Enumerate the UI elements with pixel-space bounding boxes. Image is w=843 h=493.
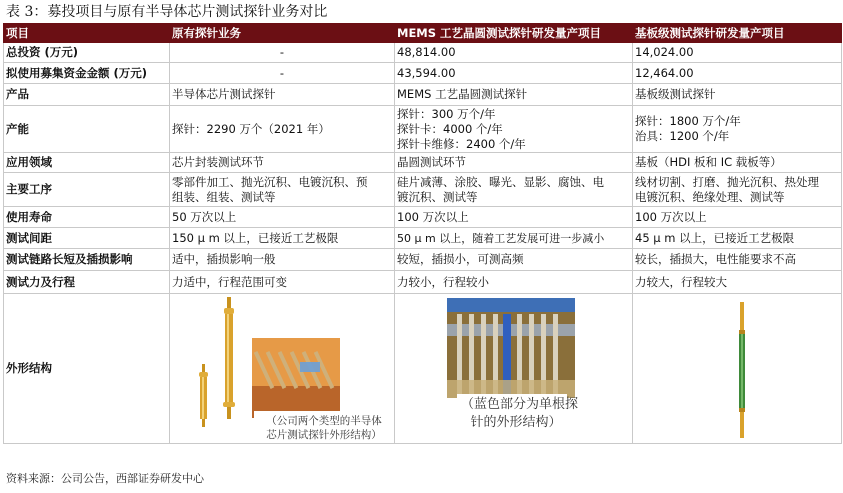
caption-line: 芯片测试探针外形结构）: [266, 429, 382, 441]
caption-line: （公司两个类型的半导体: [266, 415, 382, 427]
cell-line: 治具：1200 个/年: [635, 129, 730, 143]
substrate-probe-icon: [739, 302, 745, 438]
row-label: 测试链路长短及插损影响: [4, 249, 170, 271]
cell: 较长，插损大，电性能要求不高: [633, 249, 842, 271]
row-label: 产品: [4, 84, 170, 106]
image-caption-original: [256, 414, 392, 442]
cell: 较短，插损小，可测高频: [395, 249, 633, 271]
cell-line: 硅片减薄、涂胶、曝光、显影、腐蚀、电: [397, 174, 604, 189]
cell: 12,464.00: [633, 63, 842, 84]
header-item: 项目: [4, 24, 170, 43]
cell: -: [170, 63, 395, 84]
cell: 力适中，行程范围可变: [170, 271, 395, 294]
cell-line: 探针卡维修：2400 个/年: [397, 136, 526, 151]
row-label: 测试间距: [4, 228, 170, 249]
cell: 芯片封装测试环节: [170, 153, 395, 173]
shape-cell-mems: [395, 294, 633, 444]
cell: 14,024.00: [633, 43, 842, 63]
table-row: [4, 249, 842, 271]
table-row: [4, 63, 842, 84]
cell: 基板（HDI 板和 IC 载板等）: [633, 153, 842, 173]
table-row: [4, 153, 842, 173]
cell-line: 探针卡：4000 个/年: [397, 121, 503, 136]
probe-illustration-substrate: [633, 294, 842, 443]
table-row: [4, 271, 842, 294]
row-label: 产能: [4, 106, 170, 153]
row-label: 主要工序: [4, 173, 170, 207]
cell: 晶圆测试环节: [395, 153, 633, 173]
cell: [395, 173, 633, 207]
table-row: [4, 207, 842, 228]
header-row: [4, 24, 842, 43]
cell: [633, 106, 842, 153]
comparison-table: [3, 23, 842, 444]
pogo-pin-icon: [223, 297, 235, 419]
cell-line: 零部件加工、抛光沉积、电镀沉积、预: [172, 174, 368, 189]
table-row: [4, 43, 842, 63]
row-label: 拟使用募集资金金额 (万元): [4, 63, 170, 84]
cell: 150 μ m 以上，已接近工艺极限: [170, 228, 395, 249]
table-row: [4, 84, 842, 106]
table-row: [4, 173, 842, 207]
cell: [170, 173, 395, 207]
cell: 50 μ m 以上，随着工艺发展可进一步减小: [395, 228, 633, 249]
probe-array-board-icon: [252, 338, 340, 418]
row-label: 总投资 (万元): [4, 43, 170, 63]
row-label: 测试力及行程: [4, 271, 170, 294]
caption-line: 针的外形结构）: [470, 415, 562, 430]
cell-line: 电镀沉积、绝缘处理、测试等: [635, 189, 785, 204]
cell-line: 探针：1800 万个/年: [635, 114, 741, 128]
cell: 100 万次以上: [395, 207, 633, 228]
source-note: 资料来源：公司公告，西部证券研发中心: [6, 472, 204, 485]
pin-icon: [199, 364, 208, 427]
cell: 力较小，行程较小: [395, 271, 633, 294]
table-title: 表 3：募投项目与原有半导体芯片测试探针业务对比: [6, 4, 328, 20]
cell: [633, 173, 842, 207]
cell: 43,594.00: [395, 63, 633, 84]
row-label: 外形结构: [4, 294, 170, 444]
cell: [395, 106, 633, 153]
cell-line: 镀沉积、测试等: [397, 189, 478, 204]
cell-line: 组装、组装、测试等: [172, 189, 276, 204]
cell-line: 探针：300 万个/年: [397, 106, 496, 121]
cell-line: 线材切割、打磨、抛光沉积、热处理: [635, 174, 819, 189]
mems-probe-array-icon: [447, 298, 575, 398]
cell: -: [170, 43, 395, 63]
caption-line: （蓝色部分为单根探: [461, 397, 579, 412]
header-mems-project: MEMS 工艺晶圆测试探针研发量产项目: [395, 24, 633, 43]
table-row-shape: [4, 294, 842, 444]
cell: 适中，插损影响一般: [170, 249, 395, 271]
cell: 探针：2290 万个（2021 年）: [170, 106, 395, 153]
cell: 力较大，行程较大: [633, 271, 842, 294]
row-label: 应用领域: [4, 153, 170, 173]
header-substrate-project: 基板级测试探针研发量产项目: [633, 24, 842, 43]
row-label: 使用寿命: [4, 207, 170, 228]
table-row: [4, 106, 842, 153]
image-caption-mems: [461, 396, 579, 432]
cell: 50 万次以上: [170, 207, 395, 228]
cell: 45 μ m 以上，已接近工艺极限: [633, 228, 842, 249]
header-original-business: 原有探针业务: [170, 24, 395, 43]
cell: MEMS 工艺晶圆测试探针: [395, 84, 633, 106]
cell: 基板级测试探针: [633, 84, 842, 106]
cell: 48,814.00: [395, 43, 633, 63]
cell: 半导体芯片测试探针: [170, 84, 395, 106]
shape-cell-original: [170, 294, 395, 444]
shape-cell-substrate: [633, 294, 842, 444]
cell: 100 万次以上: [633, 207, 842, 228]
table-row: [4, 228, 842, 249]
